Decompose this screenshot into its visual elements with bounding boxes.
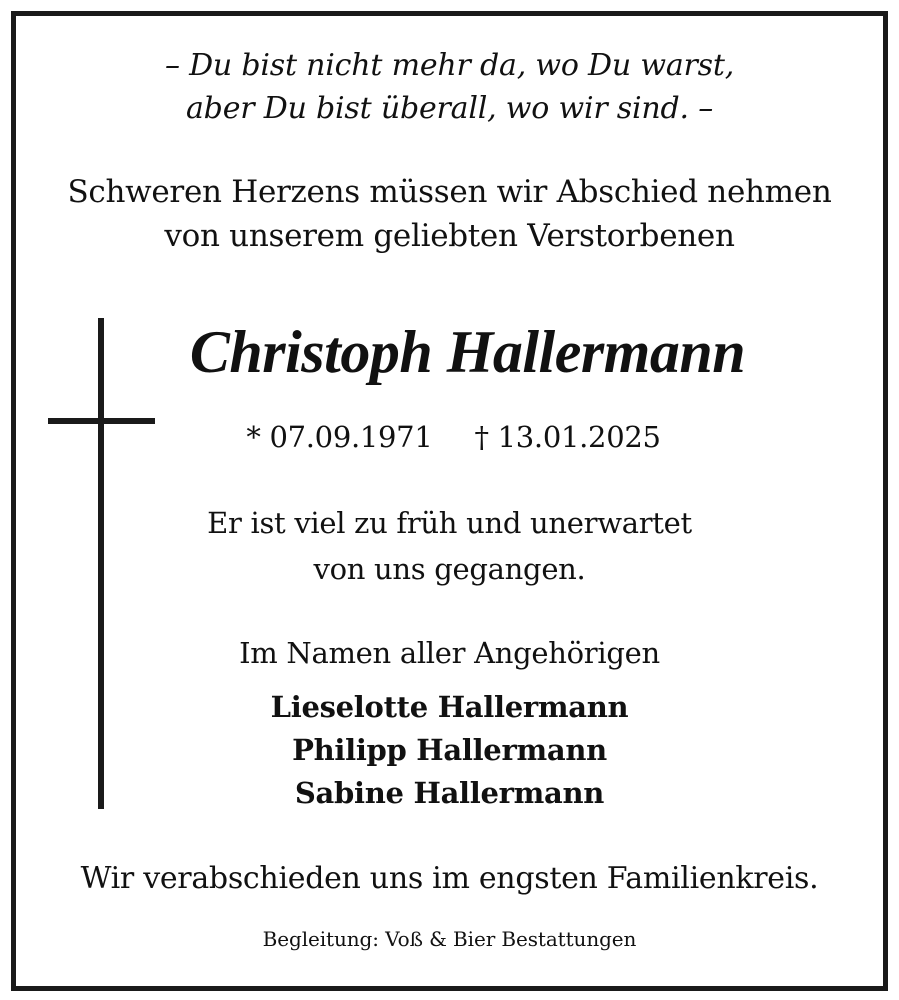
birth-date: * 07.09.1971: [246, 420, 433, 454]
life-dates: [4, 420, 899, 454]
family-member: Philipp Hallermann: [292, 733, 607, 767]
deceased-name: Christoph Hallermann: [189, 319, 746, 385]
quote-line-1: – Du bist nicht mehr da, wo Du warst,: [164, 48, 735, 83]
message-line-2: von uns gegangen.: [313, 552, 586, 586]
quote-line-2: aber Du bist überall, wo wir sind. –: [186, 91, 713, 126]
funeral-notice: Wir verabschieden uns im engsten Familienkreis.: [80, 861, 819, 896]
intro-line-2: von unserem geliebten Verstorbenen: [164, 218, 735, 254]
message-line-1: Er ist viel zu früh und unerwartet: [207, 506, 692, 540]
undertaker-credit: Begleitung: Voß & Bier Bestattungen: [262, 927, 637, 951]
obituary-frame: [11, 11, 888, 991]
family-member: Lieselotte Hallermann: [270, 690, 629, 724]
death-date: † 13.01.2025: [474, 420, 661, 454]
intro-line-1: Schweren Herzens müssen wir Abschied nehmen: [67, 174, 832, 210]
family-member: Sabine Hallermann: [294, 776, 605, 810]
family-intro: Im Namen aller Angehörigen: [239, 636, 660, 670]
